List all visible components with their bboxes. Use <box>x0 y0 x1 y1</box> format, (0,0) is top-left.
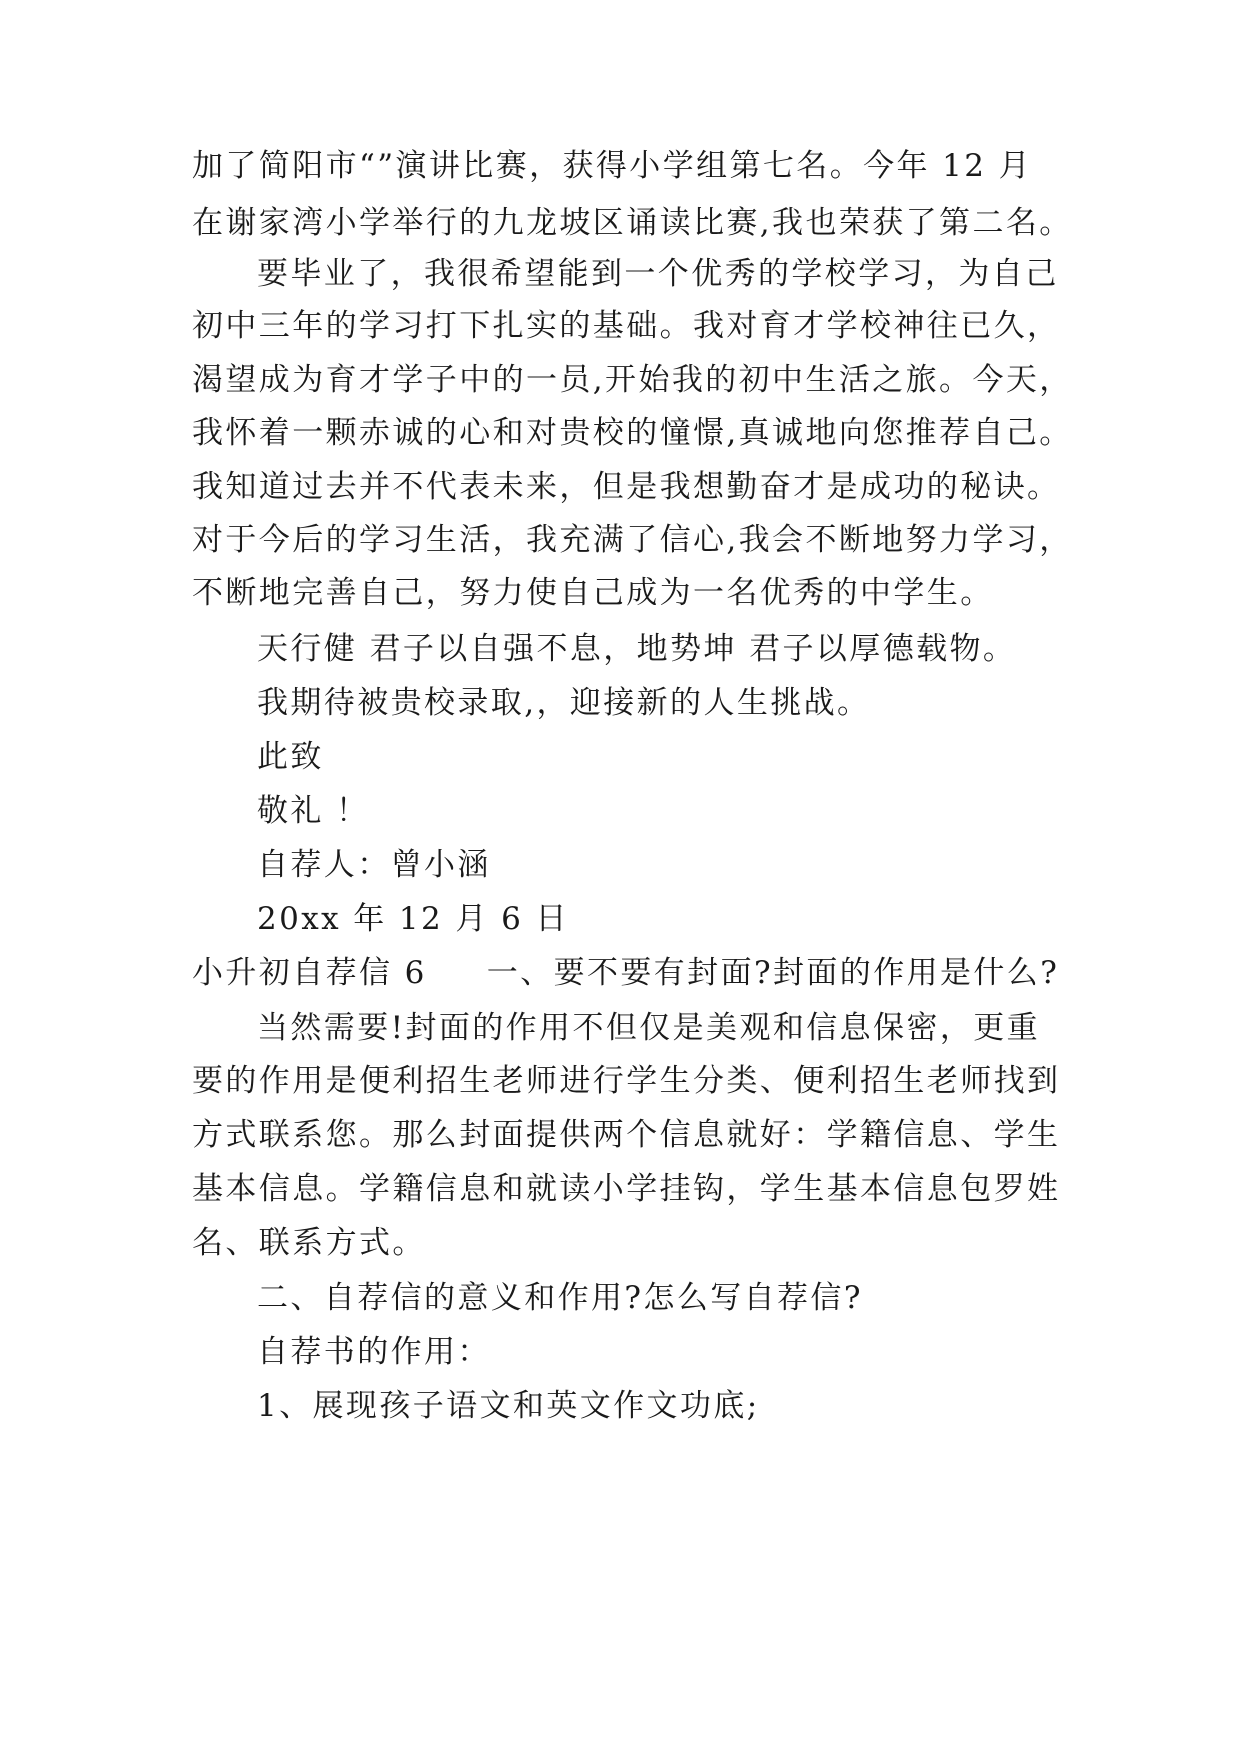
paragraph-line: 自荐书的作用： <box>257 1334 491 1370</box>
paragraph-line: 我知道过去并不代表未来，但是我想勤奋才是成功的秘诀。 <box>192 469 1061 505</box>
section-question: 一、要不要有封面?封面的作用是什么? <box>486 955 1060 991</box>
paragraph-line: 要毕业了，我很希望能到一个优秀的学校学习，为自己 <box>257 256 1059 292</box>
paragraph-line: 二、自荐信的意义和作用?怎么写自荐信? <box>257 1280 863 1316</box>
paragraph-line: 当然需要!封面的作用不但仅是美观和信息保密，更重 <box>257 1010 1041 1046</box>
section-title: 小升初自荐信 6 <box>192 955 427 991</box>
paragraph-line: 基本信息。学籍信息和就读小学挂钩，学生基本信息包罗姓 <box>192 1171 1061 1207</box>
paragraph-line: 初中三年的学习打下扎实的基础。我对育才学校神往已久， <box>192 308 1061 344</box>
paragraph-line: 方式联系您。那么封面提供两个信息就好：学籍信息、学生 <box>192 1117 1061 1153</box>
paragraph-line: 在谢家湾小学举行的九龙坡区诵读比赛,我也荣获了第二名。 <box>192 205 1073 241</box>
section-heading <box>192 953 1092 993</box>
date-line: 20xx 年 12 月 6 日 <box>257 901 569 937</box>
paragraph-line: 我期待被贵校录取,，迎接新的人生挑战。 <box>257 685 871 721</box>
paragraph-line: 对于今后的学习生活，我充满了信心,我会不断地努力学习， <box>192 522 1073 558</box>
closing-line: 此致 <box>257 739 324 775</box>
paragraph-line: 要的作用是便利招生老师进行学生分类、便利招生老师找到 <box>192 1063 1061 1099</box>
signature-line: 自荐人：曾小涵 <box>257 847 491 883</box>
paragraph-line: 加了简阳市“”演讲比赛，获得小学组第七名。今年 12 月 <box>192 148 1033 184</box>
paragraph-line: 我怀着一颗赤诚的心和对贵校的憧憬,真诚地向您推荐自己。 <box>192 415 1073 451</box>
paragraph-line: 渴望成为育才学子中的一员,开始我的初中生活之旅。今天， <box>192 362 1073 398</box>
paragraph-line: 名、联系方式。 <box>192 1225 426 1261</box>
paragraph-line: 不断地完善自己，努力使自己成为一名优秀的中学生。 <box>192 575 994 611</box>
paragraph-line: 天行健 君子以自强不息，地势坤 君子以厚德载物。 <box>257 631 1017 667</box>
closing-line: 敬礼 ！ <box>257 793 370 829</box>
list-item: 1、展现孩子语文和英文作文功底; <box>257 1388 760 1424</box>
